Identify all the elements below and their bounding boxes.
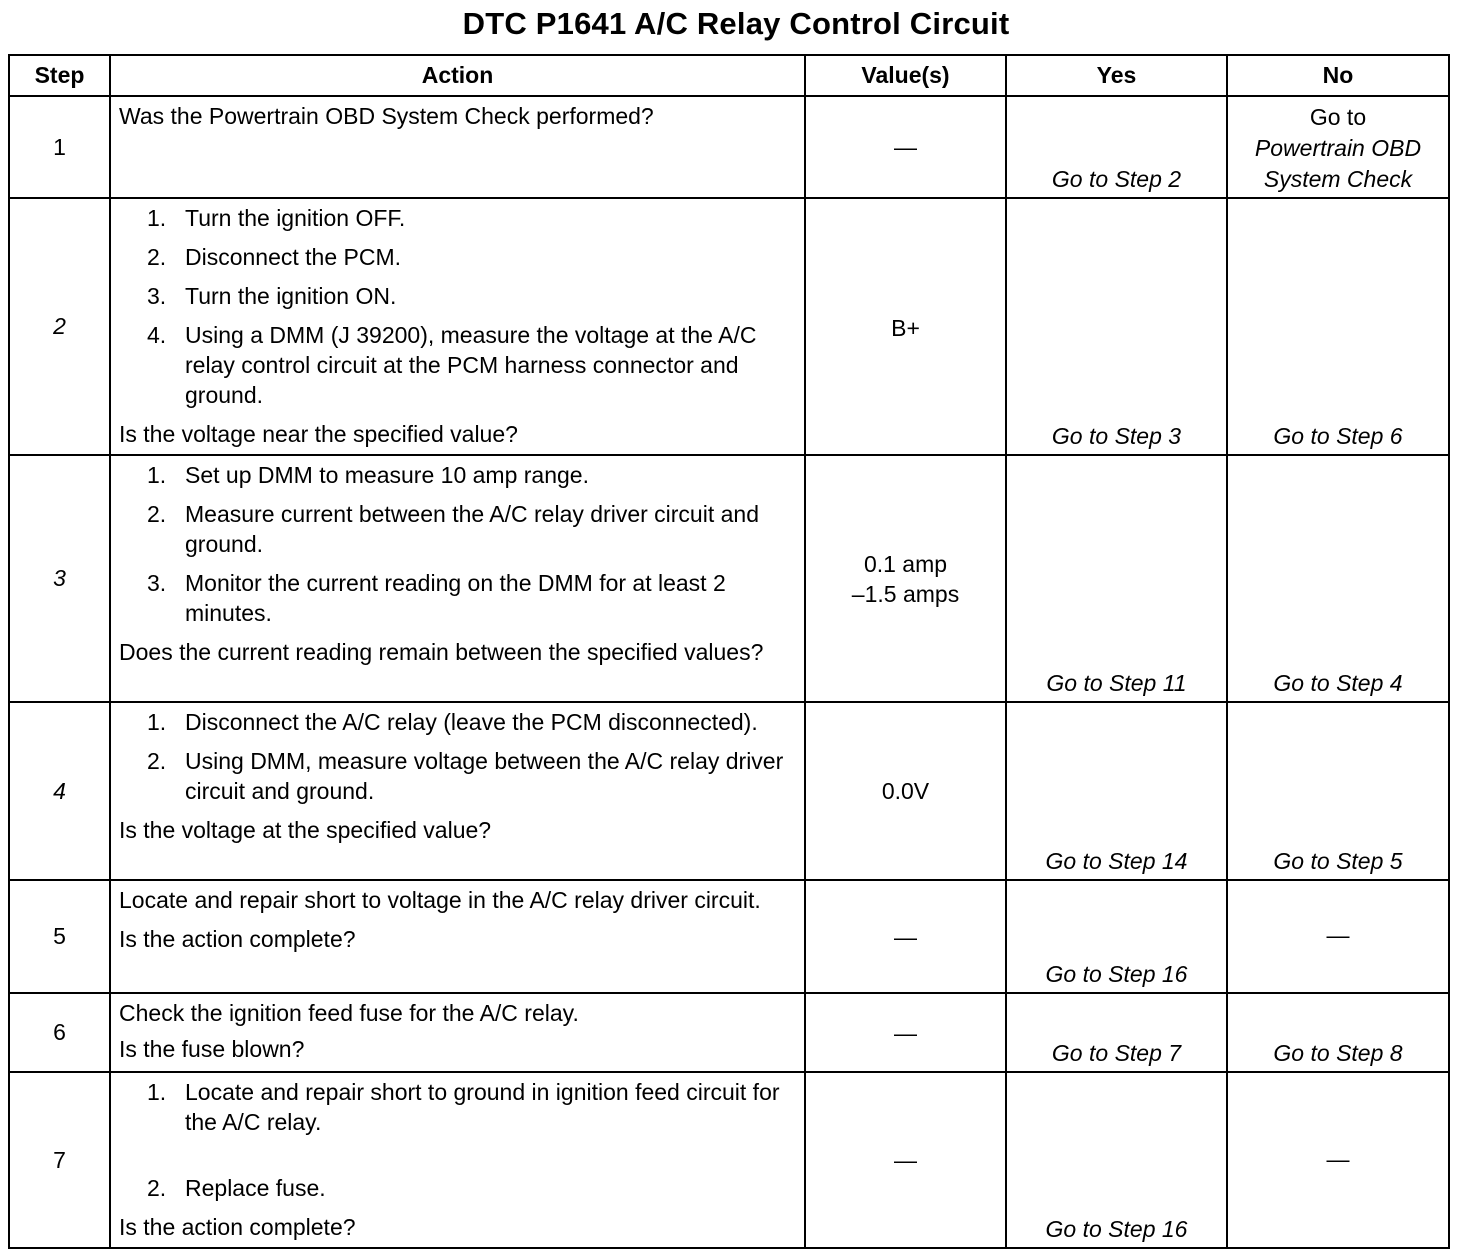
value-cell: — xyxy=(805,96,1006,198)
column-header-values: Value(s) xyxy=(805,55,1006,96)
table-header-row xyxy=(9,55,1449,96)
action-cell xyxy=(110,880,805,993)
column-header-yes: Yes xyxy=(1006,55,1227,96)
action-question: Is the voltage near the specified value? xyxy=(119,421,518,447)
action-question: Is the voltage at the specified value? xyxy=(119,817,492,843)
yes-cell: Go to Step 11 xyxy=(1006,455,1227,702)
value-cell: — xyxy=(805,880,1006,993)
step-number: 4 xyxy=(9,702,110,880)
procedure-list xyxy=(119,1077,796,1203)
list-item: 2. Disconnect the PCM. xyxy=(147,244,402,270)
no-text-line: Go to xyxy=(1309,104,1367,130)
step-number: 5 xyxy=(9,880,110,993)
action-cell xyxy=(110,1072,805,1248)
list-item: 1. Set up DMM to measure 10 amp range. xyxy=(147,462,589,488)
table-row xyxy=(9,880,1449,993)
step-number: 3 xyxy=(9,455,110,702)
procedure-list xyxy=(119,203,796,410)
action-text: Was the Powertrain OBD System Check performed? xyxy=(119,103,654,129)
yes-cell: Go to Step 14 xyxy=(1006,702,1227,880)
column-header-no: No xyxy=(1227,55,1449,96)
table-row xyxy=(9,1072,1449,1248)
yes-cell: Go to Step 16 xyxy=(1006,880,1227,993)
table-row xyxy=(9,702,1449,880)
list-item: 1. Turn the ignition OFF. xyxy=(147,205,406,231)
action-question: Does the current reading remain between the specified values? xyxy=(119,639,764,665)
procedure-list xyxy=(119,460,796,628)
yes-cell: Go to Step 3 xyxy=(1006,198,1227,455)
list-item: 1. Locate and repair short to ground in ignition feed circuit for the A/C relay. xyxy=(147,1079,780,1135)
yes-cell: Go to Step 7 xyxy=(1006,993,1227,1072)
list-item: 1. Disconnect the A/C relay (leave the PCM disconnected). xyxy=(147,709,758,735)
action-text: Locate and repair short to voltage in the A/C relay driver circuit. xyxy=(119,887,761,913)
value-cell: B+ xyxy=(805,198,1006,455)
value-line: 0.1 amp xyxy=(863,550,948,577)
step-number: 2 xyxy=(9,198,110,455)
step-number: 1 xyxy=(9,96,110,198)
no-cell xyxy=(1227,96,1449,198)
action-question: Is the fuse blown? xyxy=(119,1036,305,1062)
no-text-line: System Check xyxy=(1263,166,1413,192)
column-header-action: Action xyxy=(110,55,805,96)
table-row xyxy=(9,993,1449,1072)
yes-cell: Go to Step 2 xyxy=(1006,96,1227,198)
action-cell xyxy=(110,96,805,198)
value-cell: 0.0V xyxy=(805,702,1006,880)
list-item: 2. Replace fuse. xyxy=(147,1175,326,1201)
table-row xyxy=(9,96,1449,198)
no-cell: Go to Step 4 xyxy=(1227,455,1449,702)
action-cell xyxy=(110,455,805,702)
list-item: 3. Monitor the current reading on the DMM for at least 2 minutes. xyxy=(147,570,726,626)
action-text: Check the ignition feed fuse for the A/C relay. xyxy=(119,1000,579,1026)
value-cell: — xyxy=(805,993,1006,1072)
no-text-line: Powertrain OBD xyxy=(1254,135,1422,161)
table-row xyxy=(9,198,1449,455)
no-cell: Go to Step 8 xyxy=(1227,993,1449,1072)
action-cell xyxy=(110,198,805,455)
action-question: Is the action complete? xyxy=(119,1214,356,1240)
procedure-list xyxy=(119,707,796,806)
value-cell xyxy=(805,455,1006,702)
list-item: 2. Measure current between the A/C relay driver circuit and ground. xyxy=(147,501,759,557)
list-item: 4. Using a DMM (J 39200), measure the voltage at the A/C relay control circuit at the PCM harness connector and ground. xyxy=(147,322,757,408)
yes-cell: Go to Step 16 xyxy=(1006,1072,1227,1248)
step-number: 7 xyxy=(9,1072,110,1248)
no-cell: Go to Step 5 xyxy=(1227,702,1449,880)
action-cell xyxy=(110,702,805,880)
value-line: –1.5 amps xyxy=(851,580,960,607)
no-cell: Go to Step 6 xyxy=(1227,198,1449,455)
no-cell: — xyxy=(1227,1072,1449,1248)
list-item: 3. Turn the ignition ON. xyxy=(147,283,397,309)
list-item: 2. Using DMM, measure voltage between the A/C relay driver circuit and ground. xyxy=(147,748,784,804)
action-cell xyxy=(110,993,805,1072)
action-question: Is the action complete? xyxy=(119,926,356,952)
document-title: DTC P1641 A/C Relay Control Circuit xyxy=(462,6,1010,41)
diagnostic-table xyxy=(8,54,1450,1249)
value-cell: — xyxy=(805,1072,1006,1248)
column-header-step: Step xyxy=(9,55,110,96)
table-row xyxy=(9,455,1449,702)
no-cell: — xyxy=(1227,880,1449,993)
step-number: 6 xyxy=(9,993,110,1072)
